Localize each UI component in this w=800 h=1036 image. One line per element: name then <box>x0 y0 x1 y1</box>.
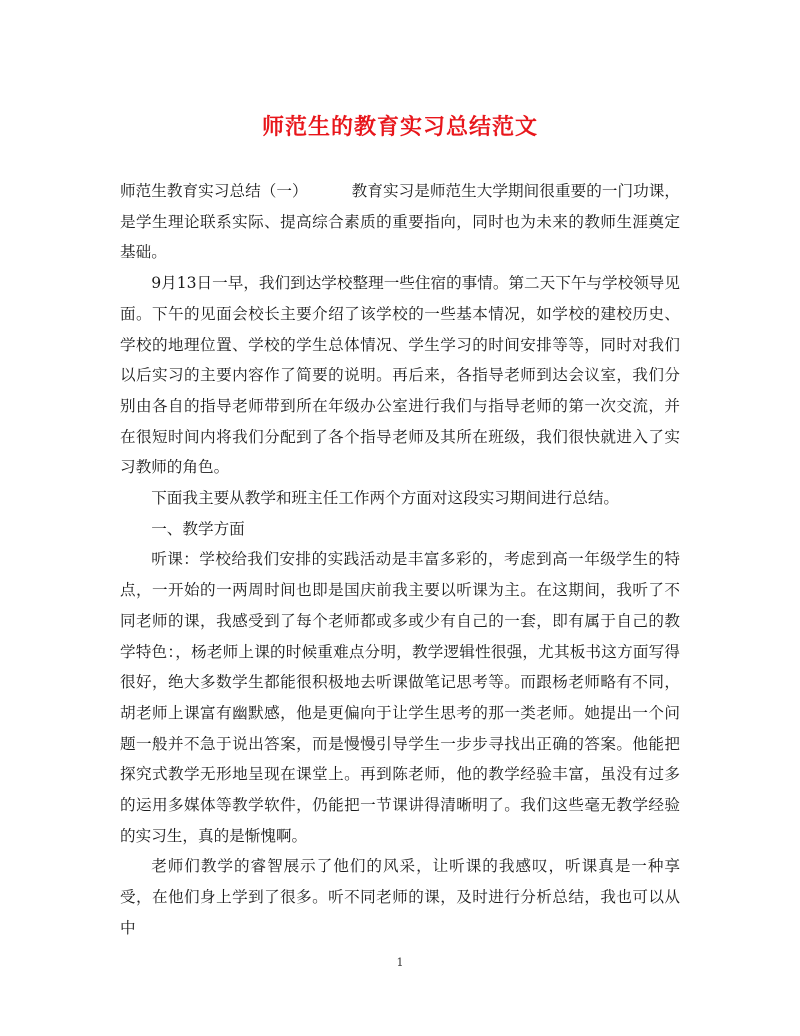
paragraph: 下面我主要从教学和班主任工作两个方面对这段实习期间进行总结。 <box>151 489 620 508</box>
paragraph: 听课：学校给我们安排的实践活动是丰富多彩的，考虑到高一年级学生的特点，一开始的一两周时间也即是国庆前我主要以听课为主。在这期间，我听了不同老师的课，我感受到了每个老师都或多或少有自己的一套，即有属于自己的教学特色：，杨老师上课的时候重难点分明，教学逻辑性很强，尤其板书这方面写得很好，绝大多数学生都能很积极地去听课做笔记思考等。而跟杨老师略有不同，胡老师上课富有幽默感，他是更偏向于让学生思考的那一类老师。她提出一个问题一般并不急于说出答案，而是慢慢引导学生一步步寻找出正确的答案。他能把探究式教学无形地呈现在课堂上。再到陈老师，他的教学经验丰富，虽没有过多的运用多媒体等教学软件，仍能把一节课讲得清晰明了。我们这些毫无教学经验的实习生，真的是惭愧啊。 <box>120 550 680 845</box>
paragraph-text: 教育实习是师范生大学期间很重要的一门功课，是学生理论联系实际、提高综合素质的重要指向，同时也为未来的教师生涯奠定基础。 <box>120 182 680 262</box>
paragraph-intro <box>120 176 680 268</box>
subsection-heading: 一、教学方面 <box>151 519 245 538</box>
page-number: 1 <box>396 956 404 969</box>
document-title: 师范生的教育实习总结范文 <box>261 114 538 140</box>
document-body <box>120 176 680 944</box>
paragraph: 9月13日一早，我们到达学校整理一些住宿的事情。第二天下午与学校领导见面。下午的见面会校长主要介绍了该学校的一些基本情况，如学校的建校历史、学校的地理位置、学校的学生总体情况、学生学习的时间安排等等，同时对我们以后实习的主要内容作了简要的说明。再后来，各指导老师到达会议室，我们分别由各自的指导老师带到所在年级办公室进行我们与指导老师的第一次交流，并在很短时间内将我们分配到了各个指导老师及其所在班级，我们很快就进入了实习教师的角色。 <box>120 274 680 477</box>
paragraph: 老师们教学的睿智展示了他们的风采，让听课的我感叹，听课真是一种享受，在他们身上学到了很多。听不同老师的课，及时进行分析总结，我也可以从中 <box>120 857 680 937</box>
section-heading: 师范生教育实习总结（一） <box>120 182 308 200</box>
